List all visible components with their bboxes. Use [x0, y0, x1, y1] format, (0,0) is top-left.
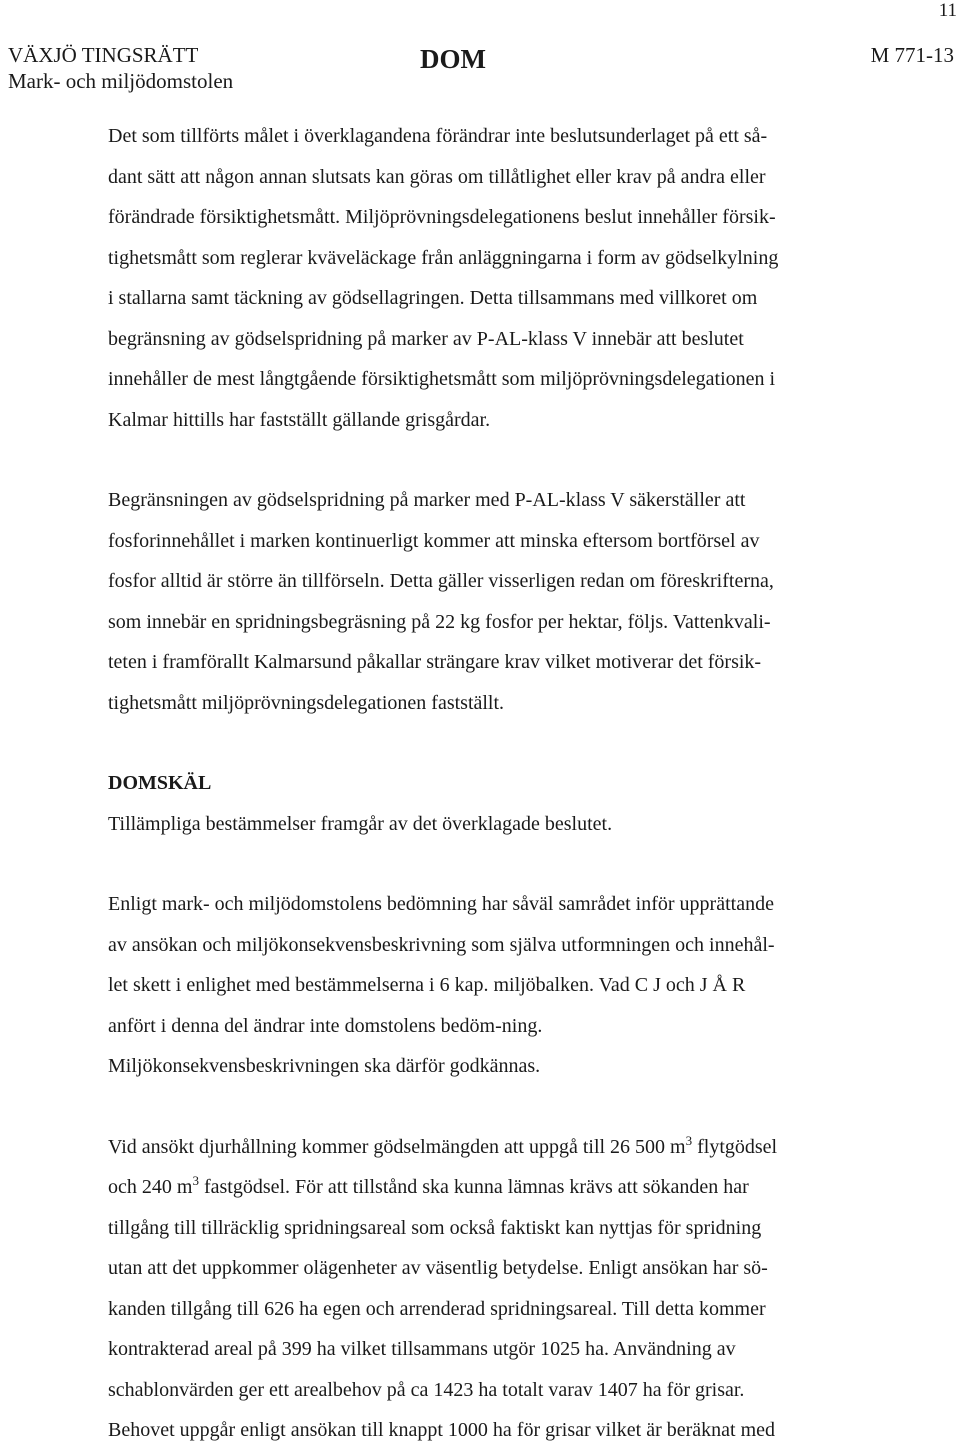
court-name: VÄXJÖ TINGSRÄTT: [8, 43, 199, 67]
paragraph-3: Tillämpliga bestämmelser framgår av det överklagade beslutet.: [108, 812, 613, 835]
paragraph-1: Det som tillförts målet i överklagandena förändrar inte beslutsunderlaget på ett så- dant sätt att någon annan slutsats kan göras om tillåtlighet eller krav på andra eller förändrade försiktighetsmått. Miljöprövningsdelegationens beslut innehåller försik- tighetsmått som reglerar kväveläckage från anläggningarna i form av gödselkylning i stallarna samt täckning av gödsellagringen. Detta tillsammans med villkoret om begränsning av gödselspridning på marker av P-AL-klass V innebär att beslutet innehåller de mest långtgående försiktighetsmått som miljöprövningsdelegationen i Kalmar hittills har fastställt gällande grisgårdar.: [108, 125, 779, 431]
case-number: M 771-13: [870, 43, 954, 67]
paragraph-4: Enligt mark- och miljödomstolens bedömning har såväl samrådet inför upprättande av ansökan och miljökonsekvensbeskrivning som själva utformningen och innehål- let skett i enlighet med bestämmelserna i 6 kap. miljöbalken. Vad C J och J Å R anfört i denna del ändrar inte domstolens bedöm-ning. Miljökonsekvensbeskrivningen ska därför godkännas.: [108, 893, 775, 1077]
document-body: [108, 116, 894, 1451]
court-division: Mark- och miljödomstolen: [8, 69, 234, 93]
section-heading-domskal: DOMSKÄL: [108, 772, 212, 794]
superscript-cubic-1: 3: [685, 1132, 693, 1148]
paragraph-5-part-d: fastgödsel. För att tillstånd ska kunna lämnas krävs att sökanden har tillgång till tillräcklig spridningsareal som också faktiskt kan nyttjas för spridning utan att det uppkommer olägenheter av väsentlig betydelse. Enligt ansökan har sö- kanden tillgång till 626 ha egen och arrenderad spridningsareal. Till detta kommer kontrakterad areal på 399 ha vilket tillsammans utgör 1025 ha. Användning av schablonvärden ger ett arealbehov på ca 1423 ha totalt varav 1407 ha för grisar. Behovet uppgår enligt ansökan till knappt 1000 ha för grisar vilket är beräknat med: [108, 1176, 776, 1441]
paragraph-5: [108, 1127, 894, 1451]
paragraph-5-part-b: flytgödsel: [692, 1135, 778, 1158]
page-number: 11: [938, 0, 957, 21]
superscript-cubic-2: 3: [192, 1173, 199, 1188]
paragraph-5-part-a: Vid ansökt djurhållning kommer gödselmängden att uppgå till 26 500 m: [108, 1135, 686, 1158]
paragraph-2: Begränsningen av gödselspridning på marker med P-AL-klass V säkerställer att fosforinnehållet i marken kontinuerligt kommer att minska eftersom bortförsel av fosfor alltid är större än tillförseln. Detta gäller visserligen redan om föreskrifterna, som innebär en spridningsbegräsning på 22 kg fosfor per hektar, följs. Vattenkvali- teten i framförallt Kalmarsund påkallar strängare krav vilket motiverar det försik- tighetsmått miljöprövningsdelegationen fastställt.: [108, 489, 774, 714]
document-header: [8, 42, 954, 98]
paragraph-5-part-c: och 240 m: [108, 1176, 193, 1198]
document-type: DOM: [420, 44, 486, 74]
